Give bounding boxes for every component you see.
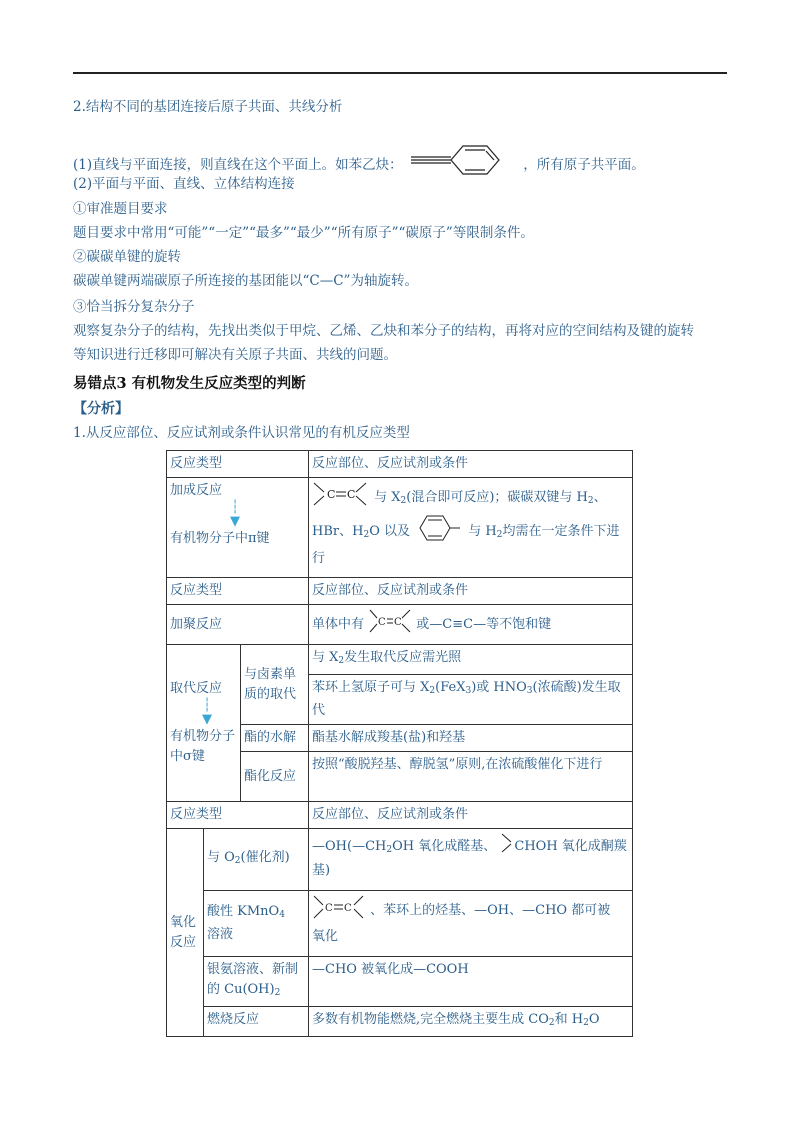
error-point-heading: 易错点3 有机物发生反应类型的判断 xyxy=(73,375,306,392)
cell-esterification-condition: 按照“酸脱羟基、醇脱氢”原则,在浓硫酸催化下进行 xyxy=(309,752,633,802)
double-bond-structure xyxy=(312,481,370,514)
cell-combustion: 燃烧反应 xyxy=(204,1007,309,1037)
subsection-text-2: 碳碳单键两端碳原子所连接的基团能以“C—C”为轴旋转。 xyxy=(73,273,418,289)
cell-ester-hydrolysis-condition: 酯基水解成羧基(盐)和羟基 xyxy=(309,725,633,752)
svg-text:C: C xyxy=(347,488,356,501)
section-title: 2.结构不同的基团连接后原子共面、共线分析 xyxy=(73,99,343,115)
table-row-kmno4 xyxy=(167,891,633,957)
paragraph-line-connection: (1)直线与平面连接，则直线在这个平面上。如苯乙炔： ，所有原子共平面。 xyxy=(73,142,733,189)
cell-oxidation: 氧化 反应 xyxy=(167,829,204,1037)
cell-halogen-condition-2: 苯环上氢原子可与 $X_2(FeX_3)$或 $HNO_3$(浓硫酸)发生取 代 xyxy=(309,675,633,725)
svg-text:C: C xyxy=(344,903,352,914)
cell-ester-hydrolysis: 酯的水解 xyxy=(241,725,309,752)
svg-text:C: C xyxy=(327,488,336,501)
table-row-polymerization xyxy=(167,605,633,645)
cell-oxygen-catalyst: 与 $O_2$(催化剂) xyxy=(204,829,309,891)
cell-substitution: 取代反应 ┆ ▼ 有机物分子 中σ键 xyxy=(167,645,241,802)
header-condition: 反应部位、反应试剂或条件 xyxy=(309,451,633,478)
svg-text:C: C xyxy=(325,903,333,914)
subsection-title-1: ①审准题目要求 xyxy=(73,201,168,217)
table-row-silver xyxy=(167,957,633,1007)
header-rule xyxy=(73,72,727,74)
svg-text:C: C xyxy=(394,617,402,628)
cell-kmno4: 酸性 KMnO$_4$ 溶液 xyxy=(204,891,309,957)
table-row-oxygen xyxy=(167,829,633,891)
table-header-row xyxy=(167,451,633,478)
cell-silver-condition: —CHO 被氧化成—COOH xyxy=(309,957,633,1007)
reaction-type-table xyxy=(166,450,633,1037)
cell-addition: 加成反应 ┆ ▼ 有机物分子中π键 xyxy=(167,478,309,578)
cell-polymerization-condition: 单体中有 C C 或—C≡C—等不饱和键 xyxy=(309,605,633,645)
header-type: 反应类型 xyxy=(167,451,309,478)
down-arrow-icon: ┆ ▼ xyxy=(230,500,240,529)
cell-polymerization: 加聚反应 xyxy=(167,605,309,645)
cell-oxygen-condition: $—OH(—CH_2OH$ 氧化成醛基、 CHOH 氧化成酮羰 基) xyxy=(309,829,633,891)
benzene-ring-structure xyxy=(414,514,464,549)
cell-silver-ammonia: 银氨溶液、新制 的 $Cu(OH)_2$ xyxy=(204,957,309,1007)
table-row-combustion xyxy=(167,1007,633,1037)
subsection-text-3a: 观察复杂分子的结构，先找出类似于甲烷、乙烯、乙炔和苯分子的结构，再将对应的空间结构及键的旋转 xyxy=(73,323,694,339)
cell-halogen-condition-1: 与 $X_2$发生取代反应需光照 xyxy=(309,645,633,675)
table-row-addition xyxy=(167,478,633,578)
subsection-title-3: ③恰当拆分复杂分子 xyxy=(73,299,195,315)
cell-esterification: 酯化反应 xyxy=(241,752,309,802)
subsection-text-3b: 等知识进行迁移即可解决有关原子共面、共线的问题。 xyxy=(73,347,397,363)
double-bond-structure xyxy=(312,894,366,927)
cell-addition-condition: C C 与 $X_2$(混合即可反应)；碳碳双键与 $H_2$、 HBr、$H_2O$ 以及 与 $H_2$均需在一定条件下进 行 xyxy=(309,478,633,578)
double-bond-structure xyxy=(368,608,412,641)
cell-kmno4-condition: C C 、苯环上的烃基、—OH、—CHO 都可被 氧化 xyxy=(309,891,633,957)
subsection-text-1: 题目要求中常用“可能”“一定”“最多”“最少”“所有原子”“碳原子”等限制条件。 xyxy=(73,225,534,241)
cell-halogen-substitution: 与卤素单质的取代 xyxy=(241,645,309,725)
cell-combustion-condition: 多数有机物能燃烧,完全燃烧主要生成 $CO_2$和 $H_2O$ xyxy=(309,1007,633,1037)
secondary-alcohol-structure xyxy=(500,832,514,861)
table-header-row-2: 反应类型 反应部位、反应试剂或条件 xyxy=(167,578,633,605)
down-arrow-icon: ┆ ▼ xyxy=(202,698,212,727)
analysis-label: 【分析】 xyxy=(73,401,129,417)
table-header-row-3: 反应类型 反应部位、反应试剂或条件 xyxy=(167,802,633,829)
subsection-title-2: ②碳碳单键的旋转 xyxy=(73,249,181,265)
svg-text:C: C xyxy=(378,617,386,628)
table-row-halogen-1 xyxy=(167,645,633,675)
reaction-intro: 1.从反应部位、反应试剂或条件认识常见的有机反应类型 xyxy=(73,425,410,441)
paragraph-plane-connection: (2)平面与平面、直线、立体结构连接 xyxy=(73,176,295,192)
